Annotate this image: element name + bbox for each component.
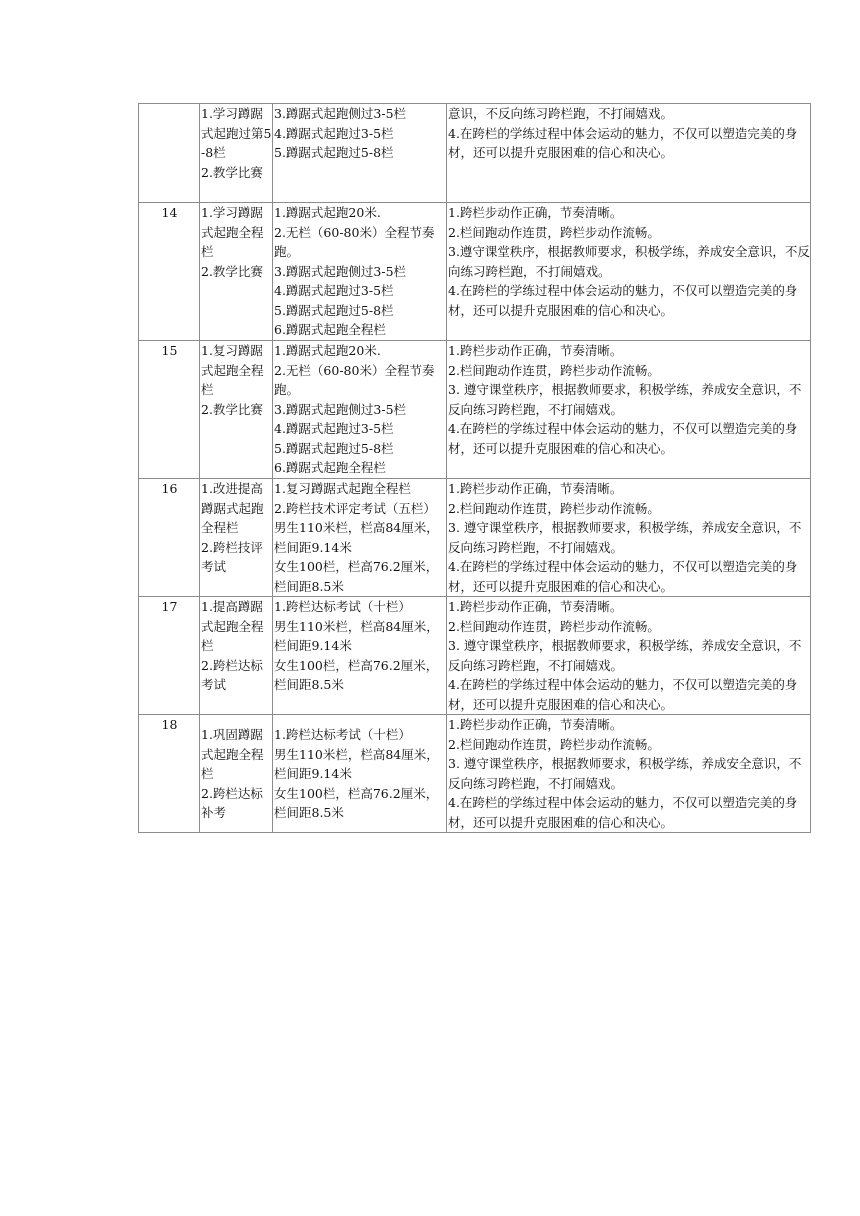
requirement-line: 2.栏间跑动作连贯，跨栏步动作流畅。 [448, 224, 660, 240]
method-line: 女生100栏，栏高76.2厘米，栏间距8.5米 [274, 657, 439, 692]
content-cell [200, 203, 273, 341]
method-line: 男生110米栏，栏高84厘米，栏间距9.14米 [274, 618, 439, 653]
method-line: 4.蹲踞式起跑过3-5栏 [274, 283, 394, 298]
content-line: 2.跨栏达标补考 [201, 785, 263, 820]
methods-cell [273, 597, 447, 715]
content-line: 2.跨栏技评考试 [201, 539, 263, 574]
week-row [139, 104, 811, 203]
content-line: 1.改进提高蹲踞式起跑全程栏 [201, 481, 264, 535]
requirements-cell [447, 341, 811, 479]
content-line: 1.巩固蹲踞式起跑全程栏 [201, 727, 264, 781]
methods-cell [273, 715, 447, 833]
method-line: 男生110米栏，栏高84厘米，栏间距9.14米 [274, 746, 439, 781]
requirements-cell [447, 597, 811, 715]
requirement-line: 2.栏间跑动作连贯，跨栏步动作流畅。 [448, 618, 660, 634]
content-line: 1.复习蹲踞式起跑全程栏 [201, 343, 264, 397]
week-number-cell: 17 [139, 597, 200, 715]
requirements-cell [447, 479, 811, 597]
content-line: 1.学习蹲踞式起跑全程栏 [201, 205, 264, 259]
method-line: 1.跨栏达标考试（十栏） [274, 599, 411, 614]
method-line: 4.蹲踞式起跑过3-5栏 [274, 125, 394, 141]
method-line: 3.蹲踞式起跑侧过3-5栏 [274, 401, 407, 417]
content-line: 1.提高蹲踞式起跑全程栏 [201, 599, 264, 653]
content-cell [200, 597, 273, 715]
method-line: 1.跨栏达标考试（十栏） [274, 727, 411, 742]
method-line: 1.复习蹲踞式起跑全程栏 [274, 481, 411, 496]
method-line: 2.无栏（60-80米）全程节奏跑。 [274, 362, 435, 397]
methods-cell [273, 479, 447, 597]
content-cell [200, 479, 273, 597]
requirements-cell [447, 104, 811, 203]
requirement-line: 1.跨栏步动作正确，节奏清晰。 [448, 599, 623, 614]
method-line: 3.蹲踞式起跑侧过3-5栏 [274, 263, 407, 279]
content-line: 2.教学比赛 [201, 164, 263, 180]
content-line: 1.学习蹲踞式起跑过第5-8栏 [201, 106, 272, 160]
week-number-cell: 14 [139, 203, 200, 341]
requirement-line: 4.在跨栏的学练过程中体会运动的魅力，不仅可以塑造完美的身材，还可以提升克服困难的信心和决心。 [448, 795, 798, 830]
method-line: 1.蹲踞式起跑20米. [274, 343, 381, 358]
requirement-line: 4.在跨栏的学练过程中体会运动的魅力，不仅可以塑造完美的身材，还可以提升克服困难的信心和决心。 [448, 559, 798, 594]
lesson-plan-table [138, 103, 811, 833]
requirements-cell [447, 203, 811, 341]
requirement-line: 3.遵守课堂秩序，根据教师要求，积极学练，养成安全意识，不反向练习跨栏跑，不打闹嬉戏。 [448, 244, 810, 279]
content-line: 2.教学比赛 [201, 401, 263, 417]
requirement-line: 4.在跨栏的学练过程中体会运动的魅力，不仅可以塑造完美的身材，还可以提升克服困难的信心和决心。 [448, 677, 798, 712]
method-line: 女生100栏，栏高76.2厘米，栏间距8.5米 [274, 559, 439, 594]
week-number-cell [139, 104, 200, 203]
week-row [139, 715, 811, 833]
week-row [139, 479, 811, 597]
requirement-line: 4.在跨栏的学练过程中体会运动的魅力，不仅可以塑造完美的身材，还可以提升克服困难的信心和决心。 [448, 125, 798, 160]
week-row [139, 203, 811, 341]
methods-cell [273, 203, 447, 341]
requirement-line: 1.跨栏步动作正确，节奏清晰。 [448, 205, 623, 220]
method-line: 5.蹲踞式起跑过5-8栏 [274, 302, 394, 318]
requirement-line: 3. 遵守课堂秩序，根据教师要求，积极学练，养成安全意识，不反向练习跨栏跑，不打闹嬉戏。 [448, 382, 802, 417]
requirement-line: 3. 遵守课堂秩序，根据教师要求，积极学练，养成安全意识，不反向练习跨栏跑，不打闹嬉戏。 [448, 520, 802, 555]
requirement-line: 2.栏间跑动作连贯，跨栏步动作流畅。 [448, 736, 660, 752]
requirement-line: 4.在跨栏的学练过程中体会运动的魅力，不仅可以塑造完美的身材，还可以提升克服困难的信心和决心。 [448, 283, 798, 318]
requirement-line: 1.跨栏步动作正确，节奏清晰。 [448, 717, 623, 732]
requirement-line: 意识，不反向练习跨栏跑，不打闹嬉戏。 [448, 106, 674, 121]
requirement-line: 1.跨栏步动作正确，节奏清晰。 [448, 481, 623, 496]
method-line: 1.蹲踞式起跑20米. [274, 205, 381, 220]
content-line: 2.跨栏达标考试 [201, 657, 263, 692]
method-line: 6.蹲踞式起跑全程栏 [274, 460, 386, 475]
methods-cell [273, 341, 447, 479]
method-line: 5.蹲踞式起跑过5-8栏 [274, 145, 394, 160]
week-number-cell: 16 [139, 479, 200, 597]
content-line: 2.教学比赛 [201, 263, 263, 279]
week-number-cell: 15 [139, 341, 200, 479]
method-line: 6.蹲踞式起跑全程栏 [274, 322, 386, 337]
content-cell [200, 715, 273, 833]
week-row [139, 341, 811, 479]
week-row [139, 597, 811, 715]
method-line: 2.无栏（60-80米）全程节奏跑。 [274, 224, 435, 259]
content-cell [200, 341, 273, 479]
requirement-line: 2.栏间跑动作连贯，跨栏步动作流畅。 [448, 362, 660, 378]
method-line: 4.蹲踞式起跑过3-5栏 [274, 421, 394, 436]
requirement-line: 3. 遵守课堂秩序，根据教师要求，积极学练，养成安全意识，不反向练习跨栏跑，不打闹嬉戏。 [448, 756, 802, 791]
method-line: 2.跨栏技术评定考试（五栏）男生110米栏，栏高84厘米，栏间距9.14米 [274, 500, 439, 555]
requirement-line: 2.栏间跑动作连贯，跨栏步动作流畅。 [448, 500, 660, 516]
method-line: 女生100栏，栏高76.2厘米，栏间距8.5米 [274, 785, 439, 820]
requirement-line: 3. 遵守课堂秩序，根据教师要求，积极学练，养成安全意识，不反向练习跨栏跑，不打闹嬉戏。 [448, 638, 802, 673]
method-line: 3.蹲踞式起跑侧过3-5栏 [274, 106, 407, 121]
lesson-plan-body [139, 104, 811, 833]
requirement-line: 4.在跨栏的学练过程中体会运动的魅力，不仅可以塑造完美的身材，还可以提升克服困难的信心和决心。 [448, 421, 798, 456]
method-line: 5.蹲踞式起跑过5-8栏 [274, 440, 394, 456]
content-cell [200, 104, 273, 203]
methods-cell [273, 104, 447, 203]
week-number-cell: 18 [139, 715, 200, 833]
requirements-cell [447, 715, 811, 833]
requirement-line: 1.跨栏步动作正确，节奏清晰。 [448, 343, 623, 358]
